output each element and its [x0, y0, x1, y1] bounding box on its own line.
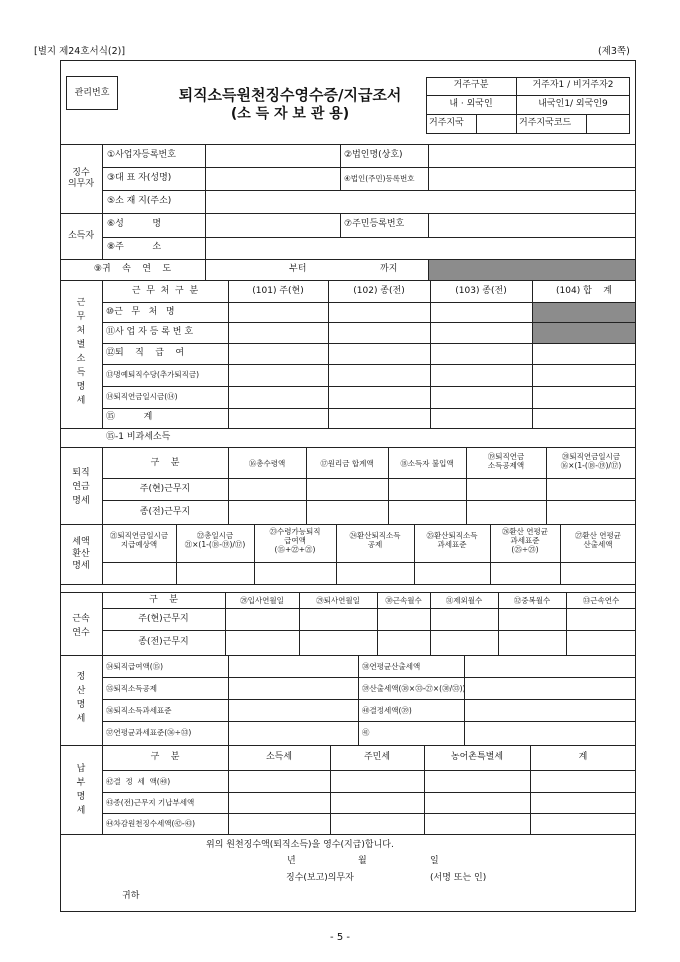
- footer-year: 년: [287, 856, 296, 866]
- service-col-4: ㉛제외월수: [445, 596, 483, 605]
- payment-row-prepaid: ㊸종(전)근무지 기납부세액: [106, 798, 195, 807]
- service-col-6: ㉝근속연수: [582, 596, 620, 605]
- conversion-col-6: ㉖환산 연평균 과세표준 (㉕÷㉓): [501, 527, 549, 554]
- mgmt-no-label: 관리번호: [74, 88, 110, 98]
- workplace-row-total: ⑮ 계: [106, 412, 153, 422]
- workplace-col-1: (101) 주(현): [252, 286, 304, 296]
- pension-col-4: ⑲퇴직연금 소득공제액: [487, 452, 525, 470]
- pension-row-previous: 종(전)근무지: [139, 507, 191, 517]
- conversion-group-label: 세액 환산 명세: [72, 537, 90, 571]
- pension-col-3: ⑱소득자 불입액: [400, 459, 454, 468]
- workplace-col-4: (104) 합 계: [556, 286, 612, 296]
- payment-col-3: 농어촌특별세: [450, 752, 504, 762]
- footer-statement: 위의 원천징수액(퇴직소득)을 영수(지급)합니다.: [206, 840, 394, 850]
- period-from: 부터: [289, 264, 307, 274]
- workplace-row-pension-lump: ⑭퇴직연금일시금(⑭): [106, 392, 178, 401]
- payment-col-2: 주민세: [363, 752, 391, 762]
- form-subtitle: (소 득 자 보 관 용): [230, 106, 350, 122]
- settlement-left-4: ㊲연평균과세표준(㊱÷㉝): [106, 728, 192, 737]
- footer-signature: (서명 또는 인): [430, 873, 487, 883]
- earner-address-label: ⑧주 소: [107, 242, 162, 252]
- service-col-2: ㉙퇴사연월일: [316, 596, 360, 605]
- page-number: - 5 -: [330, 932, 350, 943]
- workplace-header: 근 무 처 구 분: [131, 286, 199, 296]
- workplace-row-name: ⑩근 무 처 명: [106, 307, 175, 317]
- workplace-group-label: 근 무 처 별 소 득 명 세: [76, 298, 86, 406]
- biz-reg-no-label: ①사업자등록번호: [107, 150, 176, 160]
- payment-group-label: 납 부 명 세: [76, 764, 86, 816]
- settlement-left-3: ㊱퇴직소득과세표준: [106, 706, 172, 715]
- service-col-5: ㉜중복월수: [513, 596, 551, 605]
- settlement-group-label: 정 산 명 세: [76, 672, 86, 724]
- conversion-col-7: ㉗환산 연평균 산출세액: [574, 531, 622, 549]
- form-title: 퇴직소득원천징수영수증/지급조서: [178, 86, 402, 104]
- workplace-row-honorary: ⑬명예퇴직수당(추가퇴직금): [106, 370, 200, 379]
- corp-name-label: ②법인명(상호): [344, 150, 403, 160]
- service-col-0: 구 분: [149, 595, 178, 605]
- conversion-col-3: ㉓수령가능퇴직 급여액 (⑮+㉒+㉑): [269, 527, 321, 554]
- period-to: 까지: [380, 264, 398, 274]
- service-col-3: ㉚근속월수: [385, 596, 422, 605]
- footer-recipient: 귀하: [122, 891, 140, 901]
- earner-name-label: ⑥성 명: [107, 219, 162, 229]
- payment-col-1: 소득세: [265, 752, 293, 762]
- residence-label: 거주구분: [453, 80, 489, 90]
- pension-row-current: 주(현)근무지: [139, 484, 191, 494]
- conversion-col-5: ㉕환산퇴직소득 과세표준: [426, 531, 478, 549]
- payer-group-label: 징수 의무자: [67, 168, 95, 189]
- payment-row-determined: ㊷결 정 세 액(㊵): [106, 777, 171, 786]
- workplace-col-2: (102) 종(전): [353, 286, 405, 296]
- conversion-col-4: ㉔환산퇴직소득 공제: [349, 531, 401, 549]
- settlement-right-3: ㊵결정세액(㊴): [362, 706, 412, 715]
- form-number: [별지 제24호서식(2)]: [34, 46, 126, 57]
- rep-name-label: ③대 표 자(성명): [107, 173, 172, 183]
- footer-withholder: 징수(보고)의무자: [286, 873, 354, 883]
- country-code-label: 거주지국코드: [519, 118, 572, 128]
- settlement-right-2: ㊴산출세액(㊳×㉝-㉗×(㉚/㉝)): [362, 684, 466, 693]
- corp-reg-no-label: ④법인(주민)등록번호: [344, 174, 415, 183]
- workplace-row-pay: ⑫퇴 직 급 여: [106, 348, 185, 358]
- pension-col-2: ⑰원리금 합계액: [320, 459, 374, 468]
- workplace-col-3: (103) 종(전): [455, 286, 507, 296]
- service-group-label: 근속 연수: [72, 614, 90, 638]
- earner-resident-no-label: ⑦주민등록번호: [344, 219, 405, 229]
- pension-col-5: ⑳퇴직연금일시금 ⑯×(1-(⑱-⑲)/⑰): [560, 452, 622, 470]
- period-label: ⑨귀 속 연 도: [93, 264, 172, 274]
- earner-group-label: 소득자: [67, 231, 95, 241]
- settlement-left-2: ㉟퇴직소득공제: [106, 684, 157, 693]
- service-col-1: ㉘입사연월일: [240, 596, 284, 605]
- footer-month: 월: [358, 856, 367, 866]
- workplace-row-biz-no: ⑪사 업 자 등 록 번 호: [106, 327, 194, 337]
- payment-col-4: 계: [578, 752, 588, 762]
- pension-group-label: 퇴직 연금 명세: [72, 468, 90, 506]
- nationality-label: 내 · 외국인: [449, 99, 493, 109]
- settlement-right-1: ㊳연평균산출세액: [362, 662, 421, 671]
- footer-day: 일: [430, 856, 439, 866]
- payer-address-label: ⑤소 재 지(주소): [107, 196, 172, 206]
- country-label: 거주지국: [429, 118, 464, 128]
- workplace-nontax: ⑮-1 비과세소득: [106, 432, 171, 442]
- payment-row-balance: ㊹차감원천징수세액(㊷-㊸): [106, 819, 196, 828]
- service-row-previous: 종(전)근무지: [138, 637, 189, 647]
- page-indicator: (제3쪽): [598, 46, 630, 57]
- settlement-left-1: ㉞퇴직급여액(⑮): [106, 662, 164, 671]
- conversion-col-1: ㉑퇴직연금일시금 지급예상액: [109, 531, 169, 549]
- nationality-value: 내국인1/ 외국인9: [538, 99, 608, 109]
- service-row-current: 주(현)근무지: [138, 614, 189, 624]
- conversion-col-2: ㉒총일시금 ㉑×(1-(⑱-⑲)/⑰): [184, 531, 246, 549]
- payment-col-0: 구 분: [150, 752, 180, 762]
- pension-col-0: 구 분: [150, 458, 180, 468]
- settlement-right-4: ㊶: [362, 728, 370, 737]
- residence-value: 거주자1 / 비거주자2: [532, 80, 614, 90]
- pension-col-1: ⑯총수령액: [248, 459, 286, 468]
